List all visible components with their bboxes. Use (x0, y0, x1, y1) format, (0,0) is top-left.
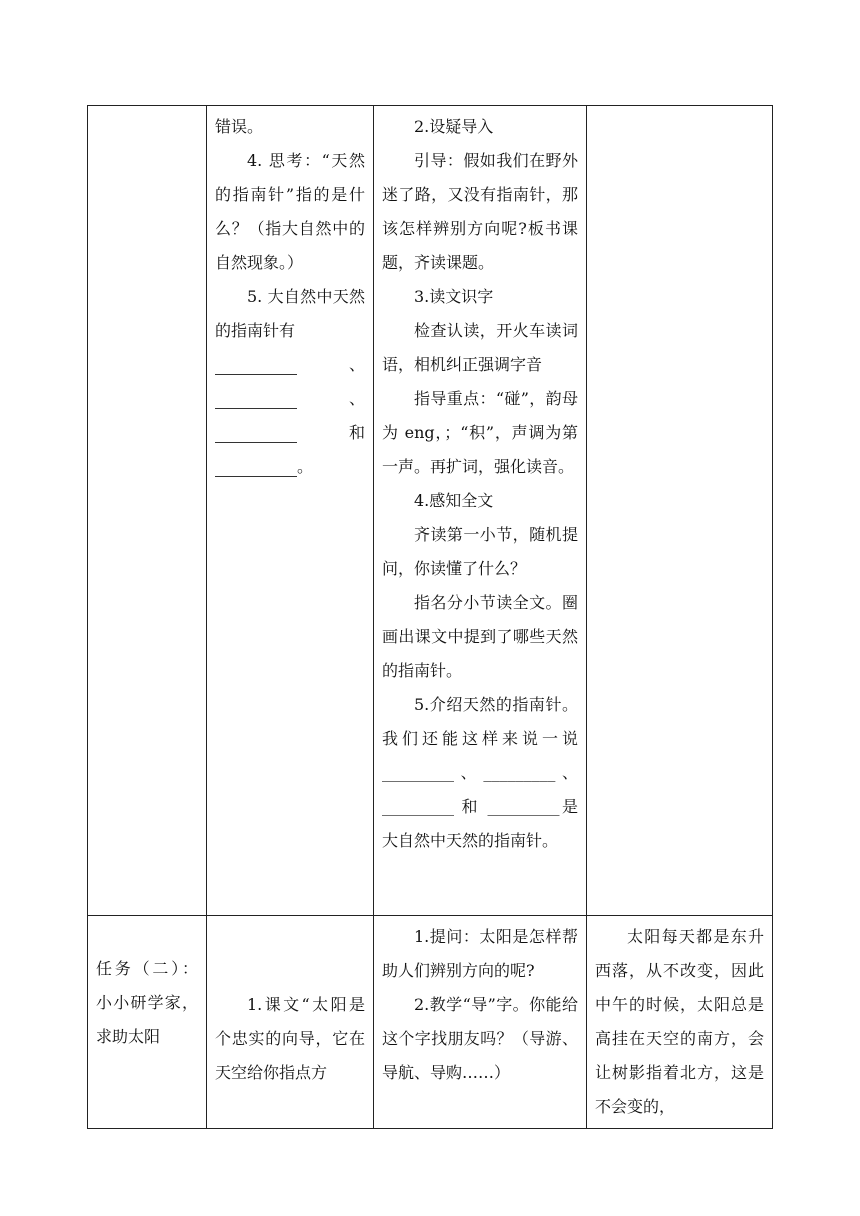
paragraph: 4. 思考：“天然的指南针”指的是什么？（指大自然中的自然现象。） (215, 151, 365, 272)
cell-student-activity (207, 106, 374, 916)
paragraph: 检查认读，开火车读词语，相机纠正强调字音 (382, 321, 578, 374)
cell-task-empty (88, 106, 207, 916)
paragraph: 2.设疑导入 (414, 117, 494, 136)
paragraph: 指名分小节读全文。圈画出课文中提到了哪些天然的指南针。 (382, 593, 578, 680)
separator: 。 (297, 457, 314, 476)
blank (215, 458, 297, 477)
cell-teacher-activity (374, 916, 587, 1129)
cell-design-intent (587, 916, 773, 1129)
paragraph: 1.课文“太阳是个忠实的向导，它在天空给你指点方 (215, 995, 365, 1082)
cell-design-intent-empty (587, 106, 773, 916)
separator: 和 (348, 423, 365, 442)
table-row (88, 916, 773, 1129)
cell-teacher-activity (374, 106, 587, 916)
paragraph: 引导：假如我们在野外迷了路，又没有指南针，那该怎样辨别方向呢?板书课题，齐读课题。 (382, 151, 578, 272)
lesson-plan-table (87, 105, 773, 1129)
paragraph: 4.感知全文 (414, 491, 494, 510)
fill-blank-line (215, 450, 365, 484)
paragraph: 5.介绍天然的指南针。我们还能这样来说一说_________、_________、_________ 和 _________是大自然中天然的指南针。 (382, 695, 578, 850)
paragraph: 齐读第一小节，随机提问，你读懂了什么？ (382, 525, 578, 578)
blank (215, 356, 297, 375)
task-label: 任务（二）：小小研学家，求助太阳 (96, 959, 198, 1046)
paragraph: 3.读文识字 (414, 287, 494, 306)
paragraph: 5. 大自然中天然的指南针有 (215, 287, 365, 340)
paragraph: 错误。 (215, 117, 264, 136)
cell-task-label (88, 916, 207, 1129)
separator: 、 (348, 355, 365, 374)
fill-blank-line (215, 382, 365, 416)
paragraph: 1.提问：太阳是怎样帮助人们辨别方向的呢? (382, 927, 578, 980)
fill-blank-line (215, 348, 365, 382)
table-row (88, 106, 773, 916)
paragraph: 指导重点：“碰”，韵母为 eng，；“积”，声调为第一声。再扩词，强化读音。 (382, 389, 578, 476)
separator: 、 (348, 389, 365, 408)
paragraph: 太阳每天都是东升西落，从不改变，因此中午的时候，太阳总是高挂在天空的南方，会让树影指着北方，这是不会变的， (595, 927, 764, 1116)
paragraph: 2.教学“导”字。你能给这个字找朋友吗？（导游、导航、导购……） (382, 995, 578, 1082)
blank (215, 390, 297, 409)
blank (215, 424, 297, 443)
cell-student-activity (207, 916, 374, 1129)
fill-blank-line (215, 416, 365, 450)
